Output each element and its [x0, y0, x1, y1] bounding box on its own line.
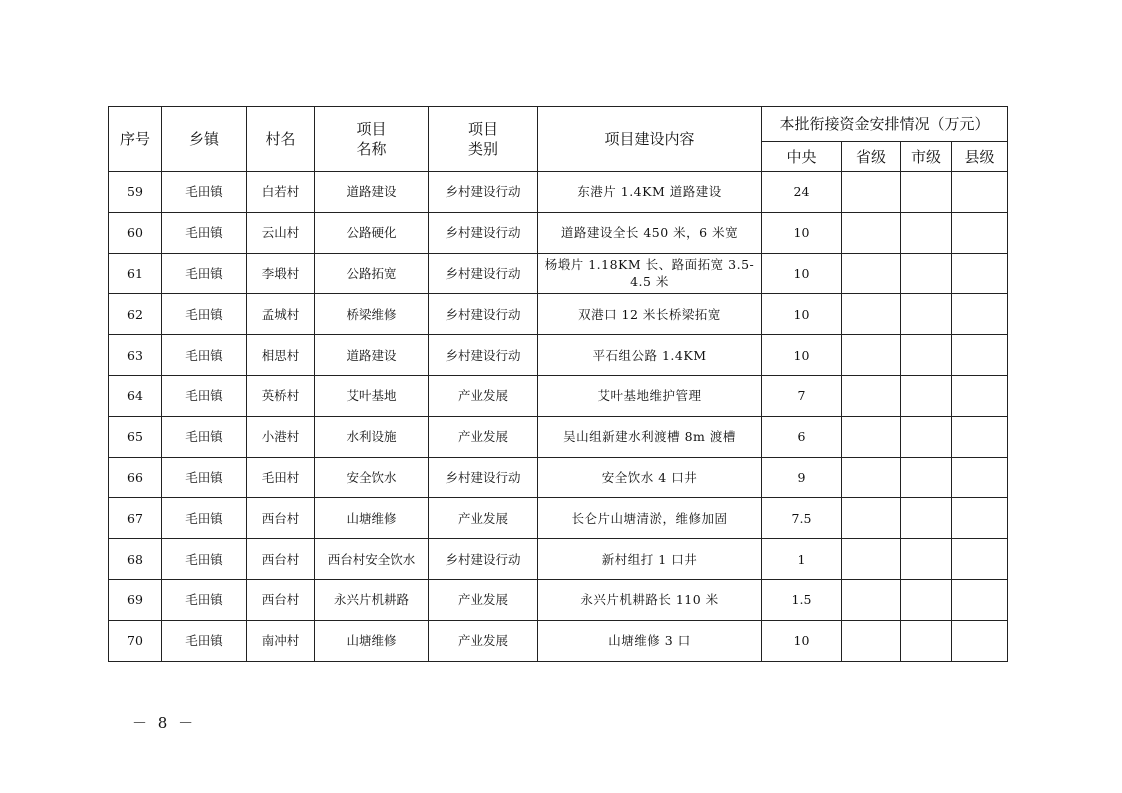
cell-village: 相思村: [247, 335, 315, 376]
cell-project-category: 乡村建设行动: [429, 457, 538, 498]
cell-project-category: 乡村建设行动: [429, 539, 538, 580]
cell-provincial: [842, 416, 901, 457]
cell-provincial: [842, 294, 901, 335]
header-project-category: 项目 类别: [429, 107, 538, 172]
cell-central: 1: [762, 539, 842, 580]
cell-project-name: 公路拓宽: [315, 253, 429, 294]
cell-project-category: 乡村建设行动: [429, 212, 538, 253]
cell-project-name: 永兴片机耕路: [315, 579, 429, 620]
cell-seq: 64: [109, 375, 162, 416]
cell-seq: 62: [109, 294, 162, 335]
cell-town: 毛田镇: [162, 457, 247, 498]
cell-central: 10: [762, 294, 842, 335]
cell-content: 东港片 1.4KM 道路建设: [538, 172, 762, 213]
cell-city: [901, 620, 952, 661]
table-row: [109, 498, 1008, 539]
cell-county: [952, 457, 1008, 498]
cell-city: [901, 498, 952, 539]
cell-central: 10: [762, 212, 842, 253]
cell-county: [952, 335, 1008, 376]
cell-village: 云山村: [247, 212, 315, 253]
cell-county: [952, 620, 1008, 661]
cell-city: [901, 579, 952, 620]
header-county: 县级: [952, 142, 1008, 172]
cell-content: 双港口 12 米长桥梁拓宽: [538, 294, 762, 335]
cell-seq: 69: [109, 579, 162, 620]
cell-provincial: [842, 498, 901, 539]
cell-project-category: 产业发展: [429, 620, 538, 661]
header-row: [109, 107, 1008, 142]
cell-provincial: [842, 579, 901, 620]
cell-county: [952, 498, 1008, 539]
cell-city: [901, 375, 952, 416]
cell-project-name: 艾叶基地: [315, 375, 429, 416]
table-row: [109, 579, 1008, 620]
cell-village: 南冲村: [247, 620, 315, 661]
cell-county: [952, 253, 1008, 294]
cell-content: 平石组公路 1.4KM: [538, 335, 762, 376]
cell-city: [901, 335, 952, 376]
table-row: [109, 539, 1008, 580]
cell-provincial: [842, 620, 901, 661]
cell-content: 山塘维修 3 口: [538, 620, 762, 661]
cell-village: 李塅村: [247, 253, 315, 294]
cell-town: 毛田镇: [162, 579, 247, 620]
cell-county: [952, 579, 1008, 620]
table-row: [109, 416, 1008, 457]
cell-seq: 70: [109, 620, 162, 661]
cell-project-category: 产业发展: [429, 416, 538, 457]
cell-central: 10: [762, 335, 842, 376]
cell-seq: 65: [109, 416, 162, 457]
cell-content: 长仑片山塘清淤，维修加固: [538, 498, 762, 539]
cell-central: 9: [762, 457, 842, 498]
cell-content: 安全饮水 4 口井: [538, 457, 762, 498]
cell-village: 西台村: [247, 579, 315, 620]
cell-county: [952, 172, 1008, 213]
cell-town: 毛田镇: [162, 172, 247, 213]
cell-project-name: 山塘维修: [315, 498, 429, 539]
cell-project-category: 乡村建设行动: [429, 335, 538, 376]
header-town: 乡镇: [162, 107, 247, 172]
cell-town: 毛田镇: [162, 294, 247, 335]
cell-content: 吴山组新建水利渡槽 8m 渡槽: [538, 416, 762, 457]
cell-county: [952, 212, 1008, 253]
cell-content: 杨塅片 1.18KM 长、路面拓宽 3.5-4.5 米: [538, 253, 762, 294]
cell-county: [952, 294, 1008, 335]
cell-central: 6: [762, 416, 842, 457]
cell-project-name: 山塘维修: [315, 620, 429, 661]
header-central: 中央: [762, 142, 842, 172]
cell-content: 艾叶基地维护管理: [538, 375, 762, 416]
table-row: [109, 294, 1008, 335]
cell-central: 10: [762, 620, 842, 661]
cell-town: 毛田镇: [162, 375, 247, 416]
cell-city: [901, 172, 952, 213]
cell-project-name: 道路建设: [315, 172, 429, 213]
cell-content: 永兴片机耕路长 110 米: [538, 579, 762, 620]
cell-central: 7: [762, 375, 842, 416]
cell-provincial: [842, 253, 901, 294]
header-village: 村名: [247, 107, 315, 172]
header-funding-group: 本批衔接资金安排情况（万元）: [762, 107, 1008, 142]
cell-county: [952, 375, 1008, 416]
cell-provincial: [842, 539, 901, 580]
table-body: [109, 172, 1008, 662]
cell-project-category: 乡村建设行动: [429, 172, 538, 213]
cell-project-category: 乡村建设行动: [429, 294, 538, 335]
cell-central: 24: [762, 172, 842, 213]
table-row: [109, 620, 1008, 661]
cell-town: 毛田镇: [162, 335, 247, 376]
cell-village: 孟城村: [247, 294, 315, 335]
cell-village: 毛田村: [247, 457, 315, 498]
cell-city: [901, 539, 952, 580]
cell-central: 1.5: [762, 579, 842, 620]
cell-provincial: [842, 457, 901, 498]
cell-project-category: 产业发展: [429, 498, 538, 539]
table-row: [109, 335, 1008, 376]
table-row: [109, 172, 1008, 213]
cell-town: 毛田镇: [162, 416, 247, 457]
cell-village: 西台村: [247, 498, 315, 539]
cell-project-name: 公路硬化: [315, 212, 429, 253]
page-number: － 8 －: [132, 714, 197, 732]
header-provincial: 省级: [842, 142, 901, 172]
cell-provincial: [842, 212, 901, 253]
table-row: [109, 457, 1008, 498]
header-city: 市级: [901, 142, 952, 172]
cell-county: [952, 539, 1008, 580]
cell-city: [901, 253, 952, 294]
header-seq: 序号: [109, 107, 162, 172]
table-row: [109, 375, 1008, 416]
cell-seq: 61: [109, 253, 162, 294]
cell-content: 新村组打 1 口井: [538, 539, 762, 580]
cell-town: 毛田镇: [162, 212, 247, 253]
cell-seq: 68: [109, 539, 162, 580]
cell-project-name: 西台村安全饮水: [315, 539, 429, 580]
cell-town: 毛田镇: [162, 498, 247, 539]
cell-provincial: [842, 375, 901, 416]
cell-seq: 66: [109, 457, 162, 498]
cell-seq: 63: [109, 335, 162, 376]
cell-city: [901, 212, 952, 253]
cell-village: 西台村: [247, 539, 315, 580]
cell-city: [901, 294, 952, 335]
cell-county: [952, 416, 1008, 457]
cell-seq: 67: [109, 498, 162, 539]
cell-provincial: [842, 335, 901, 376]
cell-town: 毛田镇: [162, 620, 247, 661]
cell-seq: 59: [109, 172, 162, 213]
cell-village: 英桥村: [247, 375, 315, 416]
project-funding-table: [108, 106, 1008, 662]
cell-town: 毛田镇: [162, 253, 247, 294]
cell-town: 毛田镇: [162, 539, 247, 580]
cell-seq: 60: [109, 212, 162, 253]
cell-project-category: 产业发展: [429, 375, 538, 416]
cell-central: 7.5: [762, 498, 842, 539]
header-content: 项目建设内容: [538, 107, 762, 172]
cell-village: 小港村: [247, 416, 315, 457]
table-row: [109, 212, 1008, 253]
cell-project-name: 安全饮水: [315, 457, 429, 498]
cell-content: 道路建设全长 450 米，6 米宽: [538, 212, 762, 253]
cell-project-category: 乡村建设行动: [429, 253, 538, 294]
cell-city: [901, 416, 952, 457]
cell-provincial: [842, 172, 901, 213]
cell-project-name: 水利设施: [315, 416, 429, 457]
cell-project-name: 桥梁维修: [315, 294, 429, 335]
cell-village: 白若村: [247, 172, 315, 213]
table-row: [109, 253, 1008, 294]
cell-project-category: 产业发展: [429, 579, 538, 620]
cell-project-name: 道路建设: [315, 335, 429, 376]
cell-city: [901, 457, 952, 498]
header-project-name: 项目 名称: [315, 107, 429, 172]
cell-central: 10: [762, 253, 842, 294]
